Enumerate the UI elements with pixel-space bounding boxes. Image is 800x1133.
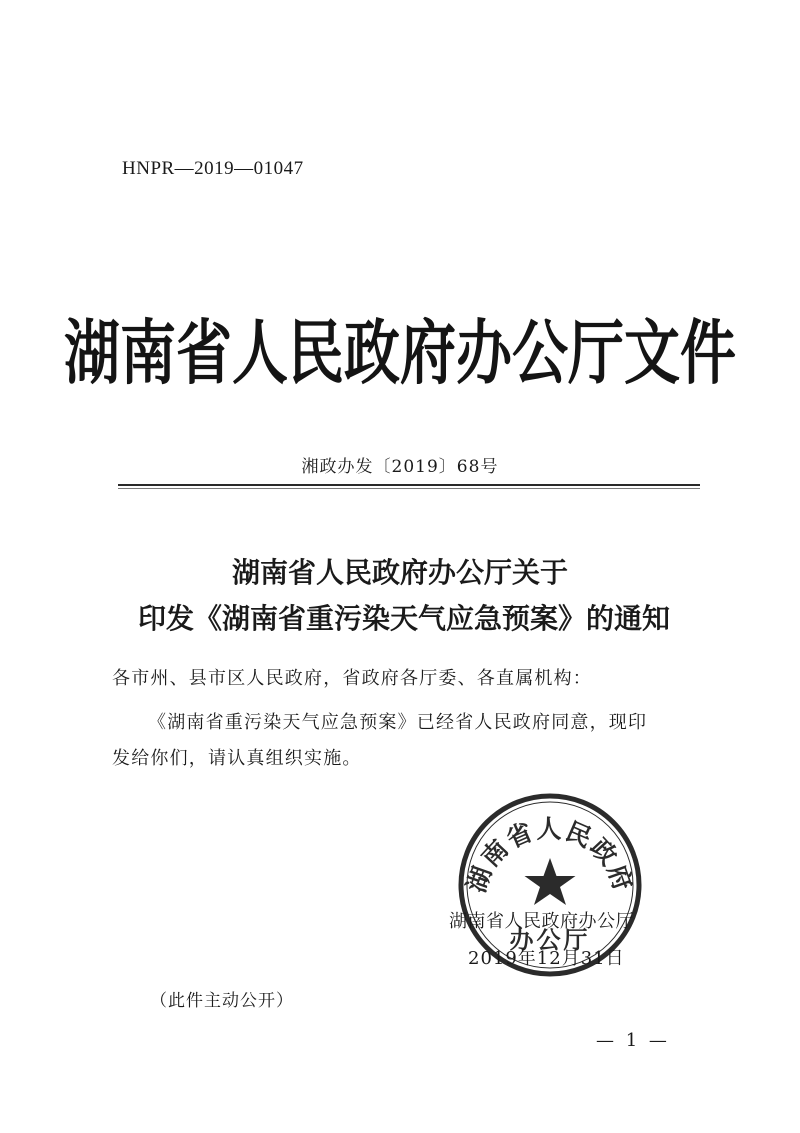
notice-title-line-1: 湖南省人民政府办公厅关于 — [231, 556, 568, 589]
document-header: 湖南省人民政府办公厅文件 — [64, 311, 736, 395]
document-number: HNPR—2019—01047 — [122, 158, 304, 179]
notice-title-line-2: 印发《湖南省重污染天气应急预案》的通知 — [137, 602, 670, 635]
seal-bottom-text: 办公厅 — [509, 925, 591, 954]
header-divider-thin — [118, 488, 700, 489]
signing-authority: 湖南省人民政府办公厅 — [449, 911, 634, 932]
publicity-note: （此件主动公开） — [150, 991, 294, 1011]
issue-number: 湘政办发〔2019〕68号 — [301, 457, 499, 477]
page-number: — 1 — — [596, 1030, 670, 1051]
header-divider — [118, 484, 700, 486]
seal-arc-text: 湖南省人民政府 — [461, 814, 639, 897]
star-icon — [525, 858, 576, 905]
body-paragraph-line-1: 《湖南省重污染天气应急预案》已经省人民政府同意，现印 — [148, 712, 648, 733]
body-paragraph-line-2: 发给你们，请认真组织实施。 — [112, 748, 362, 769]
salutation: 各市州、县市区人民政府，省政府各厅委、各直属机构： — [112, 668, 592, 689]
signing-date: 2019年12月31日 — [468, 948, 625, 969]
